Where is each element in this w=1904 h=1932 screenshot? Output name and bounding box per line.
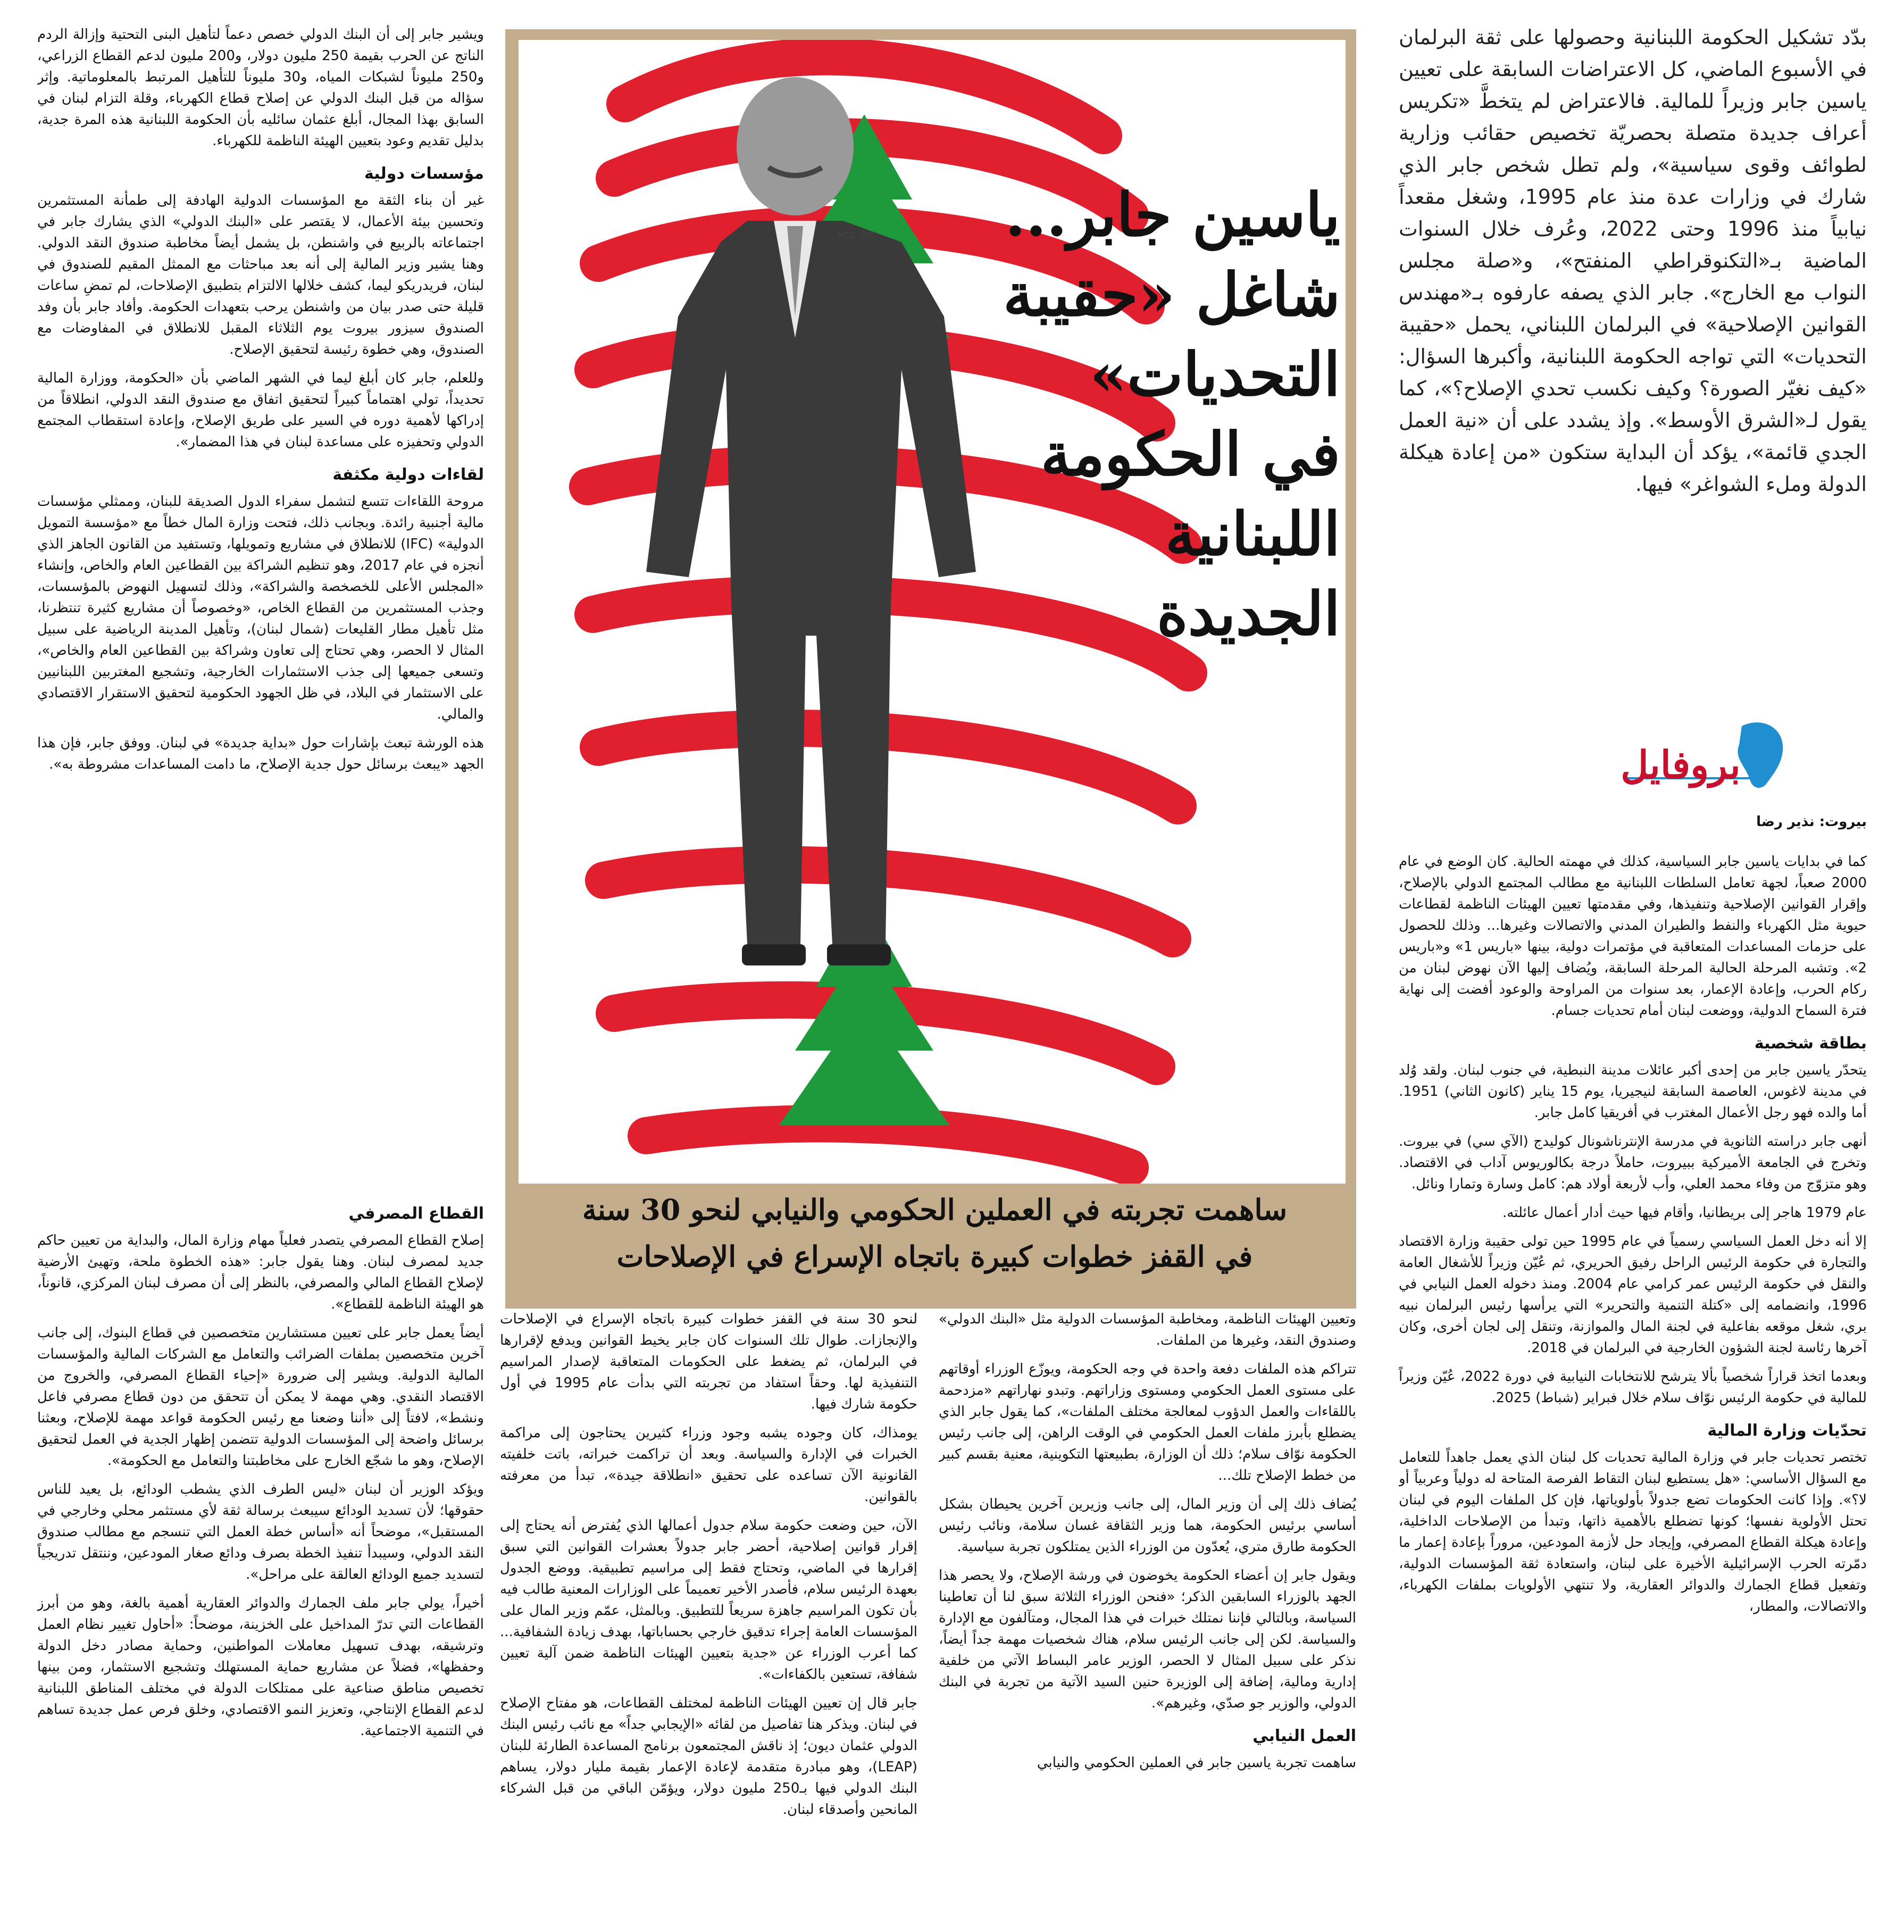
intro-paragraph [1399,21,1867,507]
section-heading: القطاع المصرفي [348,1204,484,1223]
headline [1000,176,1340,654]
paragraph: هذه الورشة تبعث بإشارات حول «بداية جديدة» في لبنان. ووفق جابر، فإن هذا الجهد «يبعث برسائل حول جدية الإصلاح، ما دامت المساعدات مشروطة به». [37,735,484,772]
section-heading: تحدّيات وزارة المالية [1707,1421,1867,1440]
paragraph: إصلاح القطاع المصرفي يتصدر فعلياً مهام وزارة المال، والبداية من تعيين حاكم جديد لمصرف لبنان. وهنا يقول جابر: «هذه الخطوة ملحة، وتهيئ الأرضية لإصلاح القطاع المالي والمصرفي، بالنظر إلى أن مصرف لبنان المركزي، قانوناً، هو الهيئة الناظمة للقطاع». [37,1233,484,1312]
byline: بيروت: نذير رضا [1756,814,1867,830]
section-heading: بطاقة شخصية [1754,1034,1867,1053]
paragraph: وللعلم، جابر كان أبلغ ليما في الشهر الماضي بأن «الحكومة، ووزارة المالية تحديداً، تولي اهتماماً كبيراً لتحقيق اتفاق مع صندوق النقد الدولي، انطلاقاً من إدراكها لأهمية دوره في السير على طريق الإصلاح، وإعادة استقطاب المجتمع الدولي وتحفيزه على مساعدة لبنان في هذا المضمار». [37,370,484,450]
paragraph: يومذاك، كان وجوده يشبه وجود وزراء كثيرين يحتاجون إلى مراكمة الخبرات في الإدارة والسياسة. وبعد أن تراكمت خبراته، باتت خلفيته القانونية الآن تساعده على تحقيق «انطلاقة جيدة»، تبدأ من معرفته بالقوانين. [500,1425,917,1505]
paragraph: وتعيين الهيئات الناظمة، ومخاطبة المؤسسات الدولية مثل «البنك الدولي» وصندوق النقد، وغيرها من الملفات. [939,1311,1356,1348]
profile-logo-text: بروفايل [1621,742,1741,787]
section-heading: مؤسسات دولية [364,164,484,183]
left-column-top [37,24,484,1168]
paragraph: تتراكم هذه الملفات دفعة واحدة في وجه الحكومة، ويوزّع الوزراء أوقاتهم على مستوى العمل الحكومي ومستوى وزاراتهم. وتبدو نهاراتهم «مزدحمة باللقاءات والعمل الدؤوب لمعالجة مختلف الملفات»، كما يقول جابر الذي يضطلع بأبرز ملفات العمل الحكومي في الوقت الراهن، إلى جانب رئيس الحكومة نوّاف سلام؛ ذلك أن الوزارة، بطبيعتها التكوينية، معنية بقسم كبير من خطط الإصلاح تلك... [939,1361,1356,1484]
intro-text: بدّد تشكيل الحكومة اللبنانية وحصولها على ثقة البرلمان في الأسبوع الماضي، كل الاعتراضات السابقة على تعيين ياسين جابر وزيراً للمالية. فالاعتراض لم يتخطَّ «تكريس أعراف جديدة متصلة بحصريّة تخصيص حقائب وزارية لطوائف وقوى سياسية»، ولم تطل شخص جابر الذي شارك في وزارات عدة منذ عام 1995، وشغل مقعداً نيابياً منذ 1996 وحتى 2022، وعُرف خلال السنوات الماضية بـ«التكنوقراطي المنفتح»، و«صلة مجلس النواب مع الخارج». جابر الذي يصفه عارفوه بـ«مهندس القوانين الإصلاحية» في البرلمان اللبناني، يحمل «حقيبة التحديات» التي تواجه الحكومة اللبنانية، وأكبرها السؤال: «كيف نغيّر الصورة؟ وكيف نكسب تحدي الإصلاح؟»، كما يقول لـ«الشرق الأوسط». وإذ يشدد على أن «نية العمل الجدي قائمة»، يؤكد أن البداية ستكون «من إعادة هيكلة الدولة وملء الشواغر» فيها. [1399,26,1867,496]
headline-line: في الحكومة [1040,420,1340,489]
headline-line: التحديات» [1090,340,1340,410]
section-heading: لقاءات دولية مكثفة [332,465,484,484]
middle-column-left [500,1309,917,1931]
paragraph: جابر قال إن تعيين الهيئات الناظمة لمختلف القطاعات، هو مفتاح الإصلاح في لبنان. ويذكر هنا تفاصيل من لقائه «الإيجابي جداً» مع نائب رئيس البنك الدولي عثمان ديون؛ إذ ناقش المجتمعون برنامج المساعدة الطارئة للبنان (LEAP)، وهو مبادرة متقدمة لإعادة الإعمار بقيمة مليار دولار، يساهم البنك الدولي فيها بـ250 مليون دولار، ويؤمّن الباقي من قبل الشركاء المانحين وأصدقاء لبنان. [500,1695,917,1818]
left-column-bottom [37,1192,484,1931]
paragraph: ويؤكد الوزير أن لبنان «ليس الطرف الذي يشطب الودائع، بل يعيد للناس حقوقها؛ لأن تسديد الودائع سيبعث برسالة ثقة لأي مستثمر محلي وخارجي في المستقبل»، موضحاً أنه «أساس خطة العمل التي تنسجم مع مطالب صندوق النقد الدولي، وسيبدأ تنفيذ الخطة بصرف ودائع صغار المودعين، وننتقل تدريجياً لتسديد جميع الودائع العالقة على مراحل». [37,1481,484,1583]
middle-column-right [939,1309,1356,1931]
subheadline-line: ساهمت تجربته في العملين الحكومي والنيابي لنحو 30 سنة [582,1193,1288,1227]
subheadline-line: في القفز خطوات كبيرة باتجاه الإسراع في الإصلاحات [616,1239,1253,1273]
paragraph: ويقول جابر إن أعضاء الحكومة يخوضون في ورشة الإصلاح، ولا يحصر هذا الجهد بالوزراء السابقين الذكر؛ «فنحن الوزراء الثلاثة سبق لنا أن تعاطينا السياسة، وبالتالي فإننا نمتلك خبرات في هذا المجال، ومتآلفون مع الإدارة والسياسة. لكن إلى جانب الرئيس سلام، هناك شخصيات مهمة جداً أيضاً، نذكر على سبيل المثال لا الحصر، الوزير عامر البساط الآتي من خلفية إدارية ومالية، إضافة إلى الوزيرة حنين السيد الآتية من تجربة في البنك الدولي، والوزير جو صدّي، وغيرهم». [939,1568,1356,1711]
paragraph: يتحدّر ياسين جابر من إحدى أكبر عائلات مدينة النبطية، في جنوب لبنان. ولقد وُلد في مدينة لاغوس، العاصمة السابقة لنيجيريا، يوم 15 يناير (كانون الثاني) 1951. أما والده فهو رجل الأعمال المغترب في أفريقيا كامل جابر. [1399,1062,1867,1121]
paragraph: يُضاف ذلك إلى أن وزير المال، إلى جانب وزيرين آخرين يحيطان بشكل أساسي برئيس الحكومة، هما وزير الثقافة غسان سلامة، ونائب رئيس الحكومة طارق متري، يُعدّون من الوزراء الذين يمتلكون تجربة سياسية. [939,1496,1356,1555]
headline-line: شاغل «حقيبة [1003,260,1340,330]
subheadline [524,1186,1346,1280]
paragraph: أخيراً، يولي جابر ملف الجمارك والدوائر العقارية أهمية بالغة، وهو من أبرز القطاعات التي تدرّ المداخيل على الخزينة، موضحاً: «أحاول تغيير نظام العمل وترشيقه، بهدف تسهيل معاملات المواطنين، وحماية مصادر دخل الدولة وحفظها»، فضلاً عن مشاريع حماية المستهلك وتشجيع الاستثمار، ومن بينها تخصيص مناطق صناعية على ممتلكات الدولة في مختلف المناطق اللبنانية لدعم القطاع الإنتاجي، وتعزيز النمو الاقتصادي، وخلق فرص عمل جديدة تساهم في التنمية الاجتماعية. [37,1595,484,1739]
paragraph: وبعدما اتخذ قراراً شخصياً بألا يترشح للانتخابات النيابية في دورة 2022، عُيّن وزيراً للمالية في حكومة الرئيس نوّاف سلام خلال فبراير (شباط) 2025. [1399,1369,1867,1406]
paragraph: عام 1979 هاجر إلى بريطانيا، وأقام فيها حيث أدار أعمال عائلته. [1502,1205,1867,1221]
paragraph: ساهمت تجربة ياسين جابر في العملين الحكومي والنيابي [1037,1755,1356,1771]
headline-line: اللبنانية الجديدة [1157,499,1340,649]
paragraph: كما في بدايات ياسين جابر السياسية، كذلك في مهمته الحالية. كان الوضع في عام 2000 صعباً، لجهة تعامل السلطات اللبنانية مع مطالب المجتمع الدولي بالإصلاح، وإقرار القوانين الإصلاحية وتنفيذها، وفي مقدمتها تعيين الهيئات الناظمة لقطاعات حيوية مثل الكهرباء والنفط والطيران المدني والاتصالات وغيرها... وذلك للحصول على حزمات المساعدات المتعاقبة في مؤتمرات دولية، بينها «باريس 1» و«باريس 2». وتشبه المرحلة الحالية المرحلة السابقة، ويُضاف إليها الآن نهوض لبنان من ركام الحرب، وإعادة الإعمار، بعد سنوات من المراوحة والوعود أفضت إلى نهاية فترة السماح الدولية، ووضعت لبنان أمام تحديات جسام. [1399,854,1867,1019]
paragraph: غير أن بناء الثقة مع المؤسسات الدولية الهادفة إلى طمأنة المستثمرين وتحسين بيئة الأعمال، لا يقتصر على «البنك الدولي» الذي يشارك جابر في اجتماعاته بالربيع في واشنطن، بل يشمل أيضاً مخاطبة صندوق النقد الدولي. وهنا يشير وزير المالية إلى أنه بعد مباحثات مع الممثل المقيم للصندوق في لبنان، فريدريكو ليما، كشف خلالها الالتزام بتطبيق الإصلاحات، لم تمضِ ساعات قليلة حتى صدر بيان من واشنطن يرحب بتعهدات الحكومة. وأفاد جابر بأن وفد الصندوق سيزور بيروت يوم الثلاثاء المقبل للانطلاق في المفاوضات مع الصندوق، وهي خطوة رئيسة لتحقيق الإصلاح. [37,193,484,357]
paragraph: لنحو 30 سنة في القفز خطوات كبيرة باتجاه الإسراع في الإصلاحات والإنجازات. طوال تلك السنوات كان جابر يخيط القوانين ويدفع لإقرارها في البرلمان، ثم يضغط على الحكومات المتعاقبة لإصدار المراسيم التنفيذية لها. وحقاً استفاد من تجربته التي بدأت عام 1995 في أول حكومة شارك فيها. [500,1311,917,1412]
right-column [1399,851,1867,1931]
headline-line: ياسين جابر... [1005,180,1340,250]
paragraph: أنهى جابر دراسته الثانوية في مدرسة الإنترناشونال كوليدج (الآي سي) في بيروت. وتخرج في الجامعة الأميركية ببيروت، حاملاً درجة بكالوريوس آداب في الاقتصاد. وهو متزوّج من وفاء محمد العلي، وأب لأربعة أولاد هم: كامل وسارة وتمارا ونائل. [1399,1134,1867,1192]
paragraph: أيضاً يعمل جابر على تعيين مستشارين متخصصين في قطاع البنوك، إلى جانب آخرين متخصصين بملفات الضرائب والتعامل مع الشركات المالية والمؤسسات المالية الدولية. ويشير إلى ضرورة «إحياء القطاع المصرفي، والخروج من الاقتصاد النقدي. وهي مهمة لا يمكن أن تتحقق من دون قطاع مصرفي فاعل ونشط»، لافتاً إلى «أننا وضعنا مع رئيس الحكومة قواعد مهمة للإصلاح، وبعثنا برسائل واضحة إلى المؤسسات الدولية تتضمن إظهار الجدية في العمل لتحقيق الإصلاح، وهو ما شجّع الخارج على مخاطبتنا والتعامل مع الحكومة». [37,1325,484,1469]
paragraph: إلا أنه دخل العمل السياسي رسمياً في عام 1995 حين تولى حقيبة وزارة الاقتصاد والتجارة في حكومة الرئيس الراحل رفيق الحريري، ثم عُيّن وزيراً للأشغال العامة والنقل في حكومة الرئيس عمر كرامي عام 2004. ومنذ دخوله العمل النيابي في 1996، وانضمامه إلى «كتلة التنمية والتحرير» التي يرأسها رئيس البرلمان نبيه بري، شغل موقعه بفاعلية في لجنة المال والموازنة، وتنقل إلى لجان أخرى، وكان آخرها رئاسة لجنة الشؤون الخارجية في البرلمان في 2018. [1399,1234,1867,1356]
paragraph: الآن، حين وضعت حكومة سلام جدول أعمالها الذي يُفترض أنه يحتاج إلى إقرار قوانين إصلاحية، أحضر جابر جدولاً بعشرات القوانين التي سبق إقرارها في الماضي، وتحتاج فقط إلى مراسيم تطبيقية. ووضع الجدول بعهدة الرئيس سلام، فأصدر الأخير تعميماً على الوزارات المعنية طالب فيه بأن تكون المراسيم جاهزة سريعاً للتطبيق. وبالمثل، عمّم وزير المال على المؤسسات العامة إجراء تدقيق خارجي بحساباتها، بهدف زيادة الشفافية... كما أعرب الوزراء عن «جدية بتعيين الهيئات الناظمة ضمن آلية تعيين شفافة، تستعين بالكفاءات». [500,1518,917,1683]
photo-credit-mark: MCG 2025 [838,231,876,240]
paragraph: تختصر تحديات جابر في وزارة المالية تحديات كل لبنان الذي يعمل جاهداً للتعامل مع السؤال الأساسي: «هل يستطيع لبنان التقاط الفرصة المتاحة له دولياً وعربياً أو لا؟». وإذا كانت الحكومات تضع جدولاً بأولوياتها، فإن كل الملفات اليوم في لبنان تحتل الأولوية نفسها؛ كونها تضطلع بالأهمية ذاتها، وتبدأ من الإصلاحات الداخلية، وإعادة هيكلة القطاع المصرفي، وإيجاد حل لأزمة المودعين، مروراً بإعادة إعمار ما دمّرته الحرب الإسرائيلية الأخيرة على لبنان، واستعادة ثقة المؤسسات الدولية، وتفعيل قطاع الجمارك والدوائر العقارية، ولا تنتهي الأولويات بملفات الكهرباء، والاتصالات، والمطار، [1399,1450,1867,1614]
section-heading: العمل النيابي [1252,1727,1356,1745]
paragraph: مروحة اللقاءات تتسع لتشمل سفراء الدول الصديقة للبنان، وممثلي مؤسسات مالية أجنبية رائدة. وبجانب ذلك، فتحت وزارة المال خطاً مع «مؤسسة التمويل الدولية» (IFC) للانطلاق في مشاريع وتمويلها، وتستفيد من القانون الجاهز الذي أنجزه في عام 2017، وهو تنظيم الشراكة بين القطاعين العام والخاص، وإنشاء «المجلس الأعلى للخصخصة والشراكة»، وذلك لتسهيل النهوض بالمؤسسات، وجذب المستثمرين من القطاع الخاص، «وخصوصاً أن مشاريع كثيرة تنتظرنا، مثل تأهيل مطار القليعات (شمال لبنان)، وتأهيل المدينة الرياضية على سبيل المثال لا الحصر، وهي تحتاج إلى تعاون وشراكة بين القطاعين العام والخاص»، وتسعى جميعها إلى جذب الاستثمارات الخارجية، وتشجيع المغتربين اللبنانيين على الاستثمار في البلاد، في ظل الجهود الحكومية لتحقيق الاستقرار الاقتصادي والمالي. [37,494,484,722]
paragraph: ويشير جابر إلى أن البنك الدولي خصص دعماً لتأهيل البنى التحتية وإزالة الردم الناتج عن الحرب بقيمة 250 مليون دولار، و200 مليون لدعم القطاع الزراعي، و250 مليوناً لشبكات المياه، و30 مليوناً للتأهيل المرتبط بالمعلوماتية. وإثر سؤاله من قبل البنك الدولي عن إصلاح قطاع الكهرباء، وقلة التزام لبنان في السابق بهذا المجال، أبلغ عثمان سائليه بأن الحكومة اللبنانية هذه المرة جدية، بدليل تقديم وعود بتعيين الهيئة الناظمة للكهرباء. [37,27,484,149]
